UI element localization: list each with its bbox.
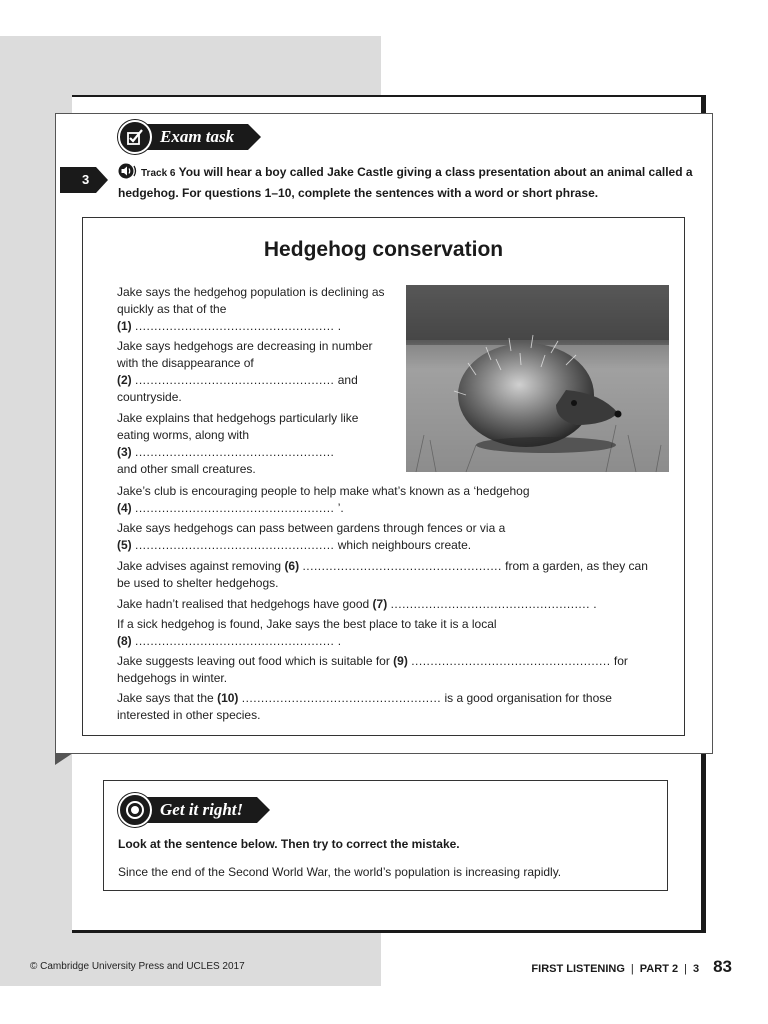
checkbox-tick-icon bbox=[118, 120, 152, 154]
answer-blank[interactable]: .................................................... bbox=[135, 319, 335, 333]
question-number: (7) bbox=[372, 597, 388, 611]
question-number: (3) bbox=[117, 445, 132, 459]
speaker-icon bbox=[118, 163, 138, 184]
question-number: (10) bbox=[217, 691, 239, 705]
separator: | bbox=[630, 963, 634, 975]
question-tail: . bbox=[334, 319, 342, 333]
question-tail: ’. bbox=[334, 501, 344, 515]
question-text: Jake’s club is encouraging people to help make what’s known as a ‘hedgehog bbox=[117, 484, 530, 498]
question-number: (1) bbox=[117, 319, 132, 333]
question-item-10 bbox=[117, 690, 657, 724]
copyright-notice: © Cambridge University Press and UCLES 2017 bbox=[30, 961, 245, 972]
question-item-6 bbox=[117, 558, 657, 592]
question-text: Jake says hedgehogs can pass between gardens through fences or via a bbox=[117, 521, 506, 535]
answer-blank[interactable]: .................................................... bbox=[302, 559, 502, 573]
question-item-5 bbox=[117, 520, 657, 554]
question-number: (9) bbox=[393, 654, 408, 668]
question-number: (4) bbox=[117, 501, 132, 515]
question-tail: . bbox=[589, 597, 597, 611]
question-number-tab: 3 bbox=[60, 167, 96, 193]
hedgehog-photo bbox=[406, 285, 669, 472]
question-item-4 bbox=[117, 483, 657, 517]
get-it-right-banner bbox=[118, 797, 257, 823]
panel-fold-corner bbox=[55, 753, 73, 765]
part-label: PART 2 bbox=[639, 963, 679, 975]
answer-blank[interactable]: .................................................... bbox=[390, 597, 590, 611]
question-number: (8) bbox=[117, 634, 132, 648]
answer-blank[interactable]: .................................................... bbox=[135, 445, 335, 459]
question-text: Jake explains that hedgehogs particularly like eating worms, along with bbox=[117, 411, 359, 442]
separator: | bbox=[684, 963, 687, 975]
answer-blank[interactable]: .................................................... bbox=[241, 691, 442, 705]
question-tail: from a garden, as they can be used to shelter hedgehogs. bbox=[117, 559, 648, 590]
exam-task-banner bbox=[118, 124, 248, 150]
question-item-1 bbox=[117, 284, 387, 335]
get-it-right-label: Get it right! bbox=[142, 797, 257, 823]
answer-blank[interactable]: .................................................... bbox=[135, 634, 335, 648]
question-text: Jake suggests leaving out food which is suitable for bbox=[117, 654, 390, 668]
worksheet-box bbox=[82, 217, 685, 736]
answer-blank[interactable]: .................................................... bbox=[135, 373, 335, 387]
question-tail: and other small creatures. bbox=[117, 462, 256, 476]
exam-task-label: Exam task bbox=[142, 124, 248, 150]
question-number: (5) bbox=[117, 538, 132, 552]
question-item-9 bbox=[117, 653, 657, 687]
question-item-2 bbox=[117, 338, 387, 406]
question-text: Jake hadn’t realised that hedgehogs have good bbox=[117, 597, 370, 611]
question-tail: which neighbours create. bbox=[334, 538, 472, 552]
question-tail: is a good organisation for those interested in other species. bbox=[117, 691, 612, 722]
answer-blank[interactable]: .................................................... bbox=[135, 538, 335, 552]
question-item-7 bbox=[117, 596, 657, 613]
question-number: (6) bbox=[284, 559, 300, 573]
target-icon bbox=[118, 793, 152, 827]
answer-blank[interactable]: .................................................... bbox=[411, 654, 611, 668]
question-tail: . bbox=[334, 634, 342, 648]
question-text: If a sick hedgehog is found, Jake says the best place to take it is a local bbox=[117, 617, 497, 631]
worksheet-title: Hedgehog conservation bbox=[263, 238, 504, 261]
section-label: FIRST LISTENING bbox=[531, 963, 625, 975]
exam-instruction bbox=[118, 163, 698, 202]
page-footer bbox=[531, 957, 732, 977]
question-item-8 bbox=[117, 616, 657, 650]
question-text: Jake says the hedgehog population is declining as quickly as that of the bbox=[117, 285, 385, 316]
question-number: (2) bbox=[117, 373, 132, 387]
instruction-text: You will hear a boy called Jake Castle giving a class presentation about an animal called a hedgehog. For questions 1–10, complete the sentences with a word or short phrase. bbox=[118, 165, 693, 200]
part-page-label: 3 bbox=[692, 963, 700, 975]
get-it-right-instruction: Look at the sentence below. Then try to correct the mistake. bbox=[118, 837, 460, 851]
question-text: Jake says that the bbox=[117, 691, 214, 705]
question-item-3 bbox=[117, 410, 387, 478]
get-it-right-sentence: Since the end of the Second World War, the world’s population is increasing rapidly. bbox=[118, 865, 562, 879]
track-label: Track 6 bbox=[141, 168, 176, 179]
question-text: Jake says hedgehogs are decreasing in number with the disappearance of bbox=[117, 339, 373, 370]
answer-blank[interactable]: .................................................... bbox=[135, 501, 335, 515]
question-tail: and countryside. bbox=[117, 373, 358, 404]
question-text: Jake advises against removing bbox=[117, 559, 282, 573]
page-number: 83 bbox=[713, 957, 732, 976]
question-tail: for hedgehogs in winter. bbox=[117, 654, 628, 685]
